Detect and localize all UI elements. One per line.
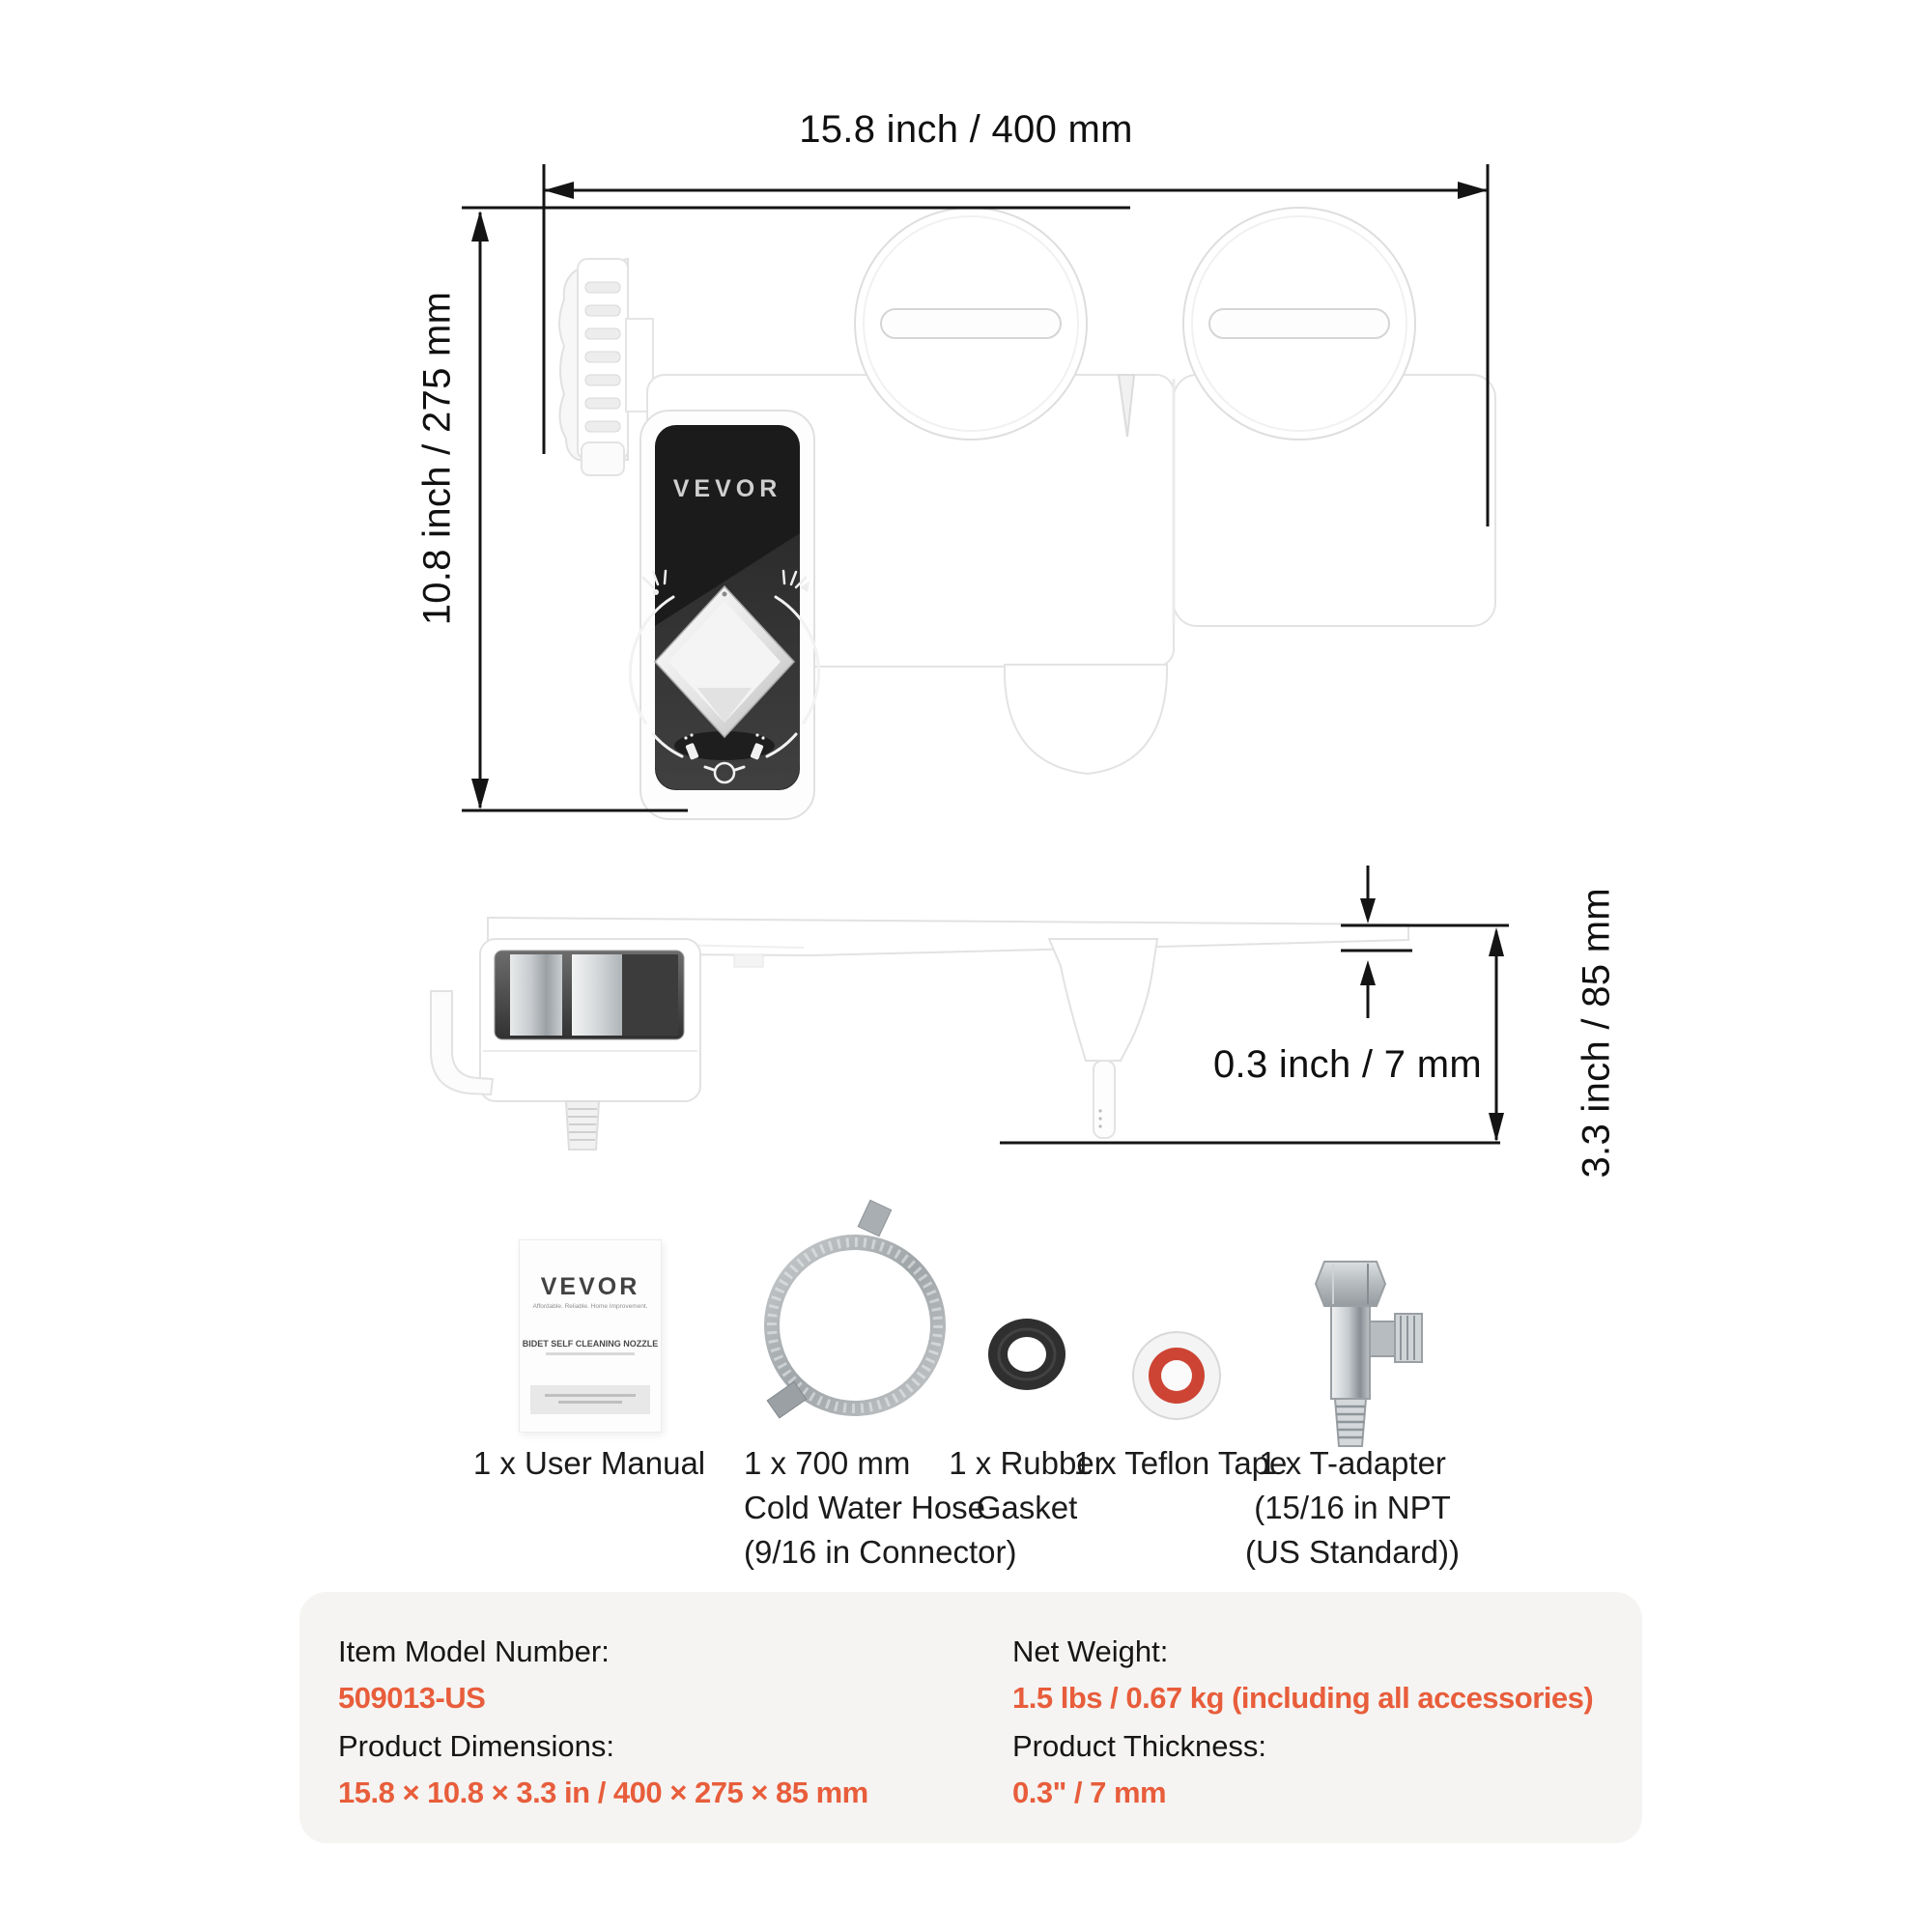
seat-circle-right (1183, 208, 1415, 440)
top-width-label: 15.8 inch / 400 mm (799, 108, 1133, 151)
manual-doc-title: BIDET SELF CLEANING NOZZLE (522, 1339, 659, 1349)
product-side-view (431, 918, 1500, 1150)
user-manual-image (519, 1239, 662, 1433)
gasket-label-line-2: Gasket (976, 1490, 1078, 1525)
t-adapter-label (1232, 1441, 1473, 1575)
inlet-connector (566, 1101, 599, 1150)
net-weight-label: Net Weight: (1012, 1634, 1169, 1668)
nozzle-assembly (1049, 939, 1157, 1138)
user-manual-label (440, 1441, 739, 1486)
manual-footer-band (530, 1385, 650, 1414)
net-weight-value: 1.5 lbs / 0.67 kg (including all accessories) (1012, 1681, 1594, 1715)
product-dimensions-label: Product Dimensions: (338, 1729, 615, 1763)
t-adapter-image (1316, 1262, 1422, 1446)
tape-label-line: 1 x Teflon Tape (1073, 1445, 1288, 1481)
product-thickness-value: 0.3" / 7 mm (1012, 1776, 1167, 1809)
teflon-tape-image (1133, 1332, 1220, 1419)
manual-tagline: Affordable. Reliable. Home Improvement. (532, 1303, 648, 1310)
side-thickness-label: 0.3 inch / 7 mm (1213, 1043, 1482, 1086)
nozzle-tube (1094, 1061, 1115, 1138)
side-height-dimension (1489, 927, 1504, 1142)
mount-pad (734, 954, 763, 967)
brand-logo-top-view: VEVOR (672, 475, 782, 502)
product-dimensions-value: 15.8 × 10.8 × 3.3 in / 400 × 275 × 85 mm (338, 1776, 868, 1809)
product-top-view (559, 208, 1495, 819)
seat-circle-right-slot (1209, 309, 1389, 338)
chrome-slab-left (510, 954, 562, 1036)
rubber-gasket-image (988, 1319, 1065, 1390)
plate-tongue (1005, 665, 1167, 774)
cold-water-hose-image (767, 1200, 938, 1418)
product-thickness-label: Product Thickness: (1012, 1729, 1267, 1763)
user-manual-label-line: 1 x User Manual (472, 1445, 706, 1481)
top-height-label: 10.8 inch / 275 mm (415, 291, 459, 626)
hose-label-line-1: 1 x 700 mm (744, 1445, 911, 1481)
seat-circle-left (855, 208, 1087, 440)
hose-label-line-3: (9/16 in Connector) (744, 1534, 1017, 1570)
chrome-slab-right (572, 954, 622, 1036)
valve-body (480, 939, 700, 1101)
t-adapter-label-line-3: (US Standard)) (1245, 1534, 1460, 1570)
item-model-label: Item Model Number: (338, 1634, 610, 1668)
t-adapter-label-line-2: (15/16 in NPT (1254, 1490, 1451, 1525)
gasket-label-line-1: 1 x Rubber (949, 1445, 1105, 1481)
item-model-value: 509013-US (338, 1681, 486, 1715)
side-height-label: 3.3 inch / 85 mm (1575, 888, 1618, 1179)
hose-label-line-2: Cold Water Hose (744, 1490, 986, 1525)
manual-brand-logo: VEVOR (540, 1273, 640, 1300)
mount-bracket (559, 259, 653, 475)
manual-fine-print (546, 1352, 635, 1355)
seat-circle-left-slot (881, 309, 1061, 338)
t-adapter-label-line-1: 1 x T-adapter (1259, 1445, 1446, 1481)
spec-panel (299, 1592, 1642, 1843)
